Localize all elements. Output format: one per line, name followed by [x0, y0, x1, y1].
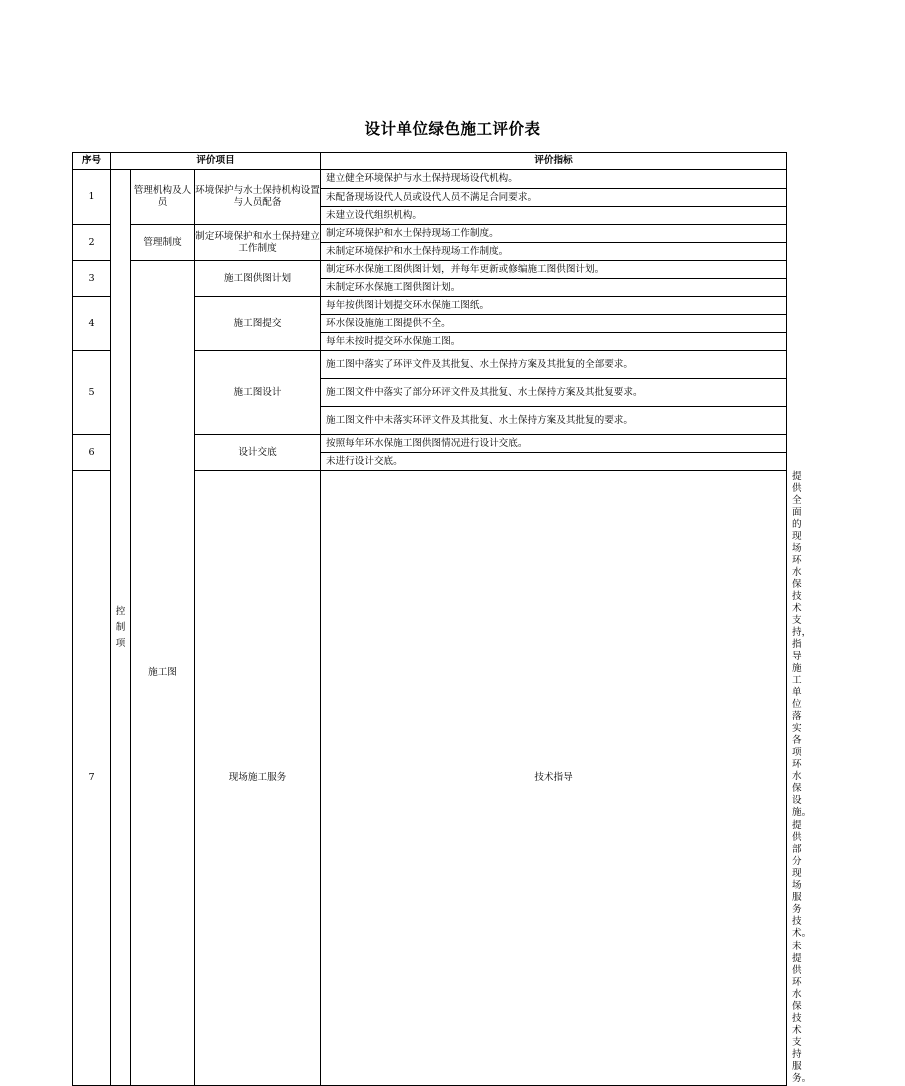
control-item-cell: 控 制 项	[111, 170, 131, 1086]
seq-cell: 3	[73, 261, 111, 297]
header-item: 评价项目	[111, 153, 321, 170]
indicator-cell: 未进行设计交底。	[321, 453, 787, 471]
group-cell-management: 管理机构及人员	[131, 170, 195, 225]
table-row: 未提供环水保技术支持服务。	[792, 941, 812, 1084]
sub-item-cell: 技术指导	[321, 471, 787, 1086]
seq-cell: 4	[73, 297, 111, 351]
indicator-cell: 建立健全环境保护与水土保持现场设代机构。	[321, 170, 787, 189]
seq-cell: 1	[73, 170, 111, 225]
table-row: 提供部分现场服务技术。	[792, 820, 812, 939]
indicator-cell: 制定环水保施工图供图计划，并每年更新或修编施工图供图计划。	[321, 261, 787, 279]
indicator-cell: 未制定环境保护和水土保持现场工作制度。	[321, 243, 787, 261]
table-row	[73, 261, 787, 279]
seq-cell: 2	[73, 225, 111, 261]
seq-cell: 7	[73, 471, 111, 1086]
sub-item-cell: 施工图提交	[195, 297, 321, 351]
seq-cell: 5	[73, 351, 111, 435]
evaluation-table	[72, 152, 812, 1086]
indicator-cell: 未建立设代组织机构。	[321, 207, 787, 225]
group-cell-service: 现场施工服务	[195, 471, 321, 1086]
indicator-cell: 环水保设施施工图提供不全。	[321, 315, 787, 333]
indicator-cell: 施工图中落实了环评文件及其批复、水土保持方案及其批复的全部要求。	[321, 351, 787, 379]
group-cell-drawings: 施工图	[131, 261, 195, 1086]
table-row	[73, 170, 787, 189]
sub-item-cell: 设计交底	[195, 435, 321, 471]
header-indicator: 评价指标	[321, 153, 787, 170]
table-row: 7 现场施工服务 技术指导 提供全面的现场环水保技术支持，指导施工单位落实各项环水保设施。	[73, 471, 787, 820]
indicator-cell: 未配备现场设代人员或设代人员不满足合同要求。	[321, 189, 787, 207]
indicator-cell: 按照每年环水保施工图供图情况进行设计交底。	[321, 435, 787, 453]
page-title: 设计单位绿色施工评价表	[364, 120, 541, 138]
indicator-cell: 施工图文件中未落实环评文件及其批复、水土保持方案及其批复的要求。	[321, 407, 787, 435]
seq-cell: 6	[73, 435, 111, 471]
sub-item-cell: 环境保护与水土保持机构设置与人员配备	[195, 170, 321, 225]
indicator-cell: 每年按供图计划提交环水保施工图纸。	[321, 297, 787, 315]
sub-item-cell: 施工图设计	[195, 351, 321, 435]
indicator-cell: 制定环境保护和水土保持现场工作制度。	[321, 225, 787, 243]
group-cell-system: 管理制度	[131, 225, 195, 261]
sub-item-cell: 施工图供图计划	[195, 261, 321, 297]
sub-item-cell: 制定环境保护和水土保持建立工作制度	[195, 225, 321, 261]
header-row	[73, 153, 787, 170]
indicator-cell: 施工图文件中落实了部分环评文件及其批复、水土保持方案及其批复要求。	[321, 379, 787, 407]
table-row	[73, 225, 787, 243]
header-seq: 序号	[73, 153, 111, 170]
indicator-cell: 未制定环水保施工图供图计划。	[321, 279, 787, 297]
indicator-cell: 每年未按时提交环水保施工图。	[321, 333, 787, 351]
